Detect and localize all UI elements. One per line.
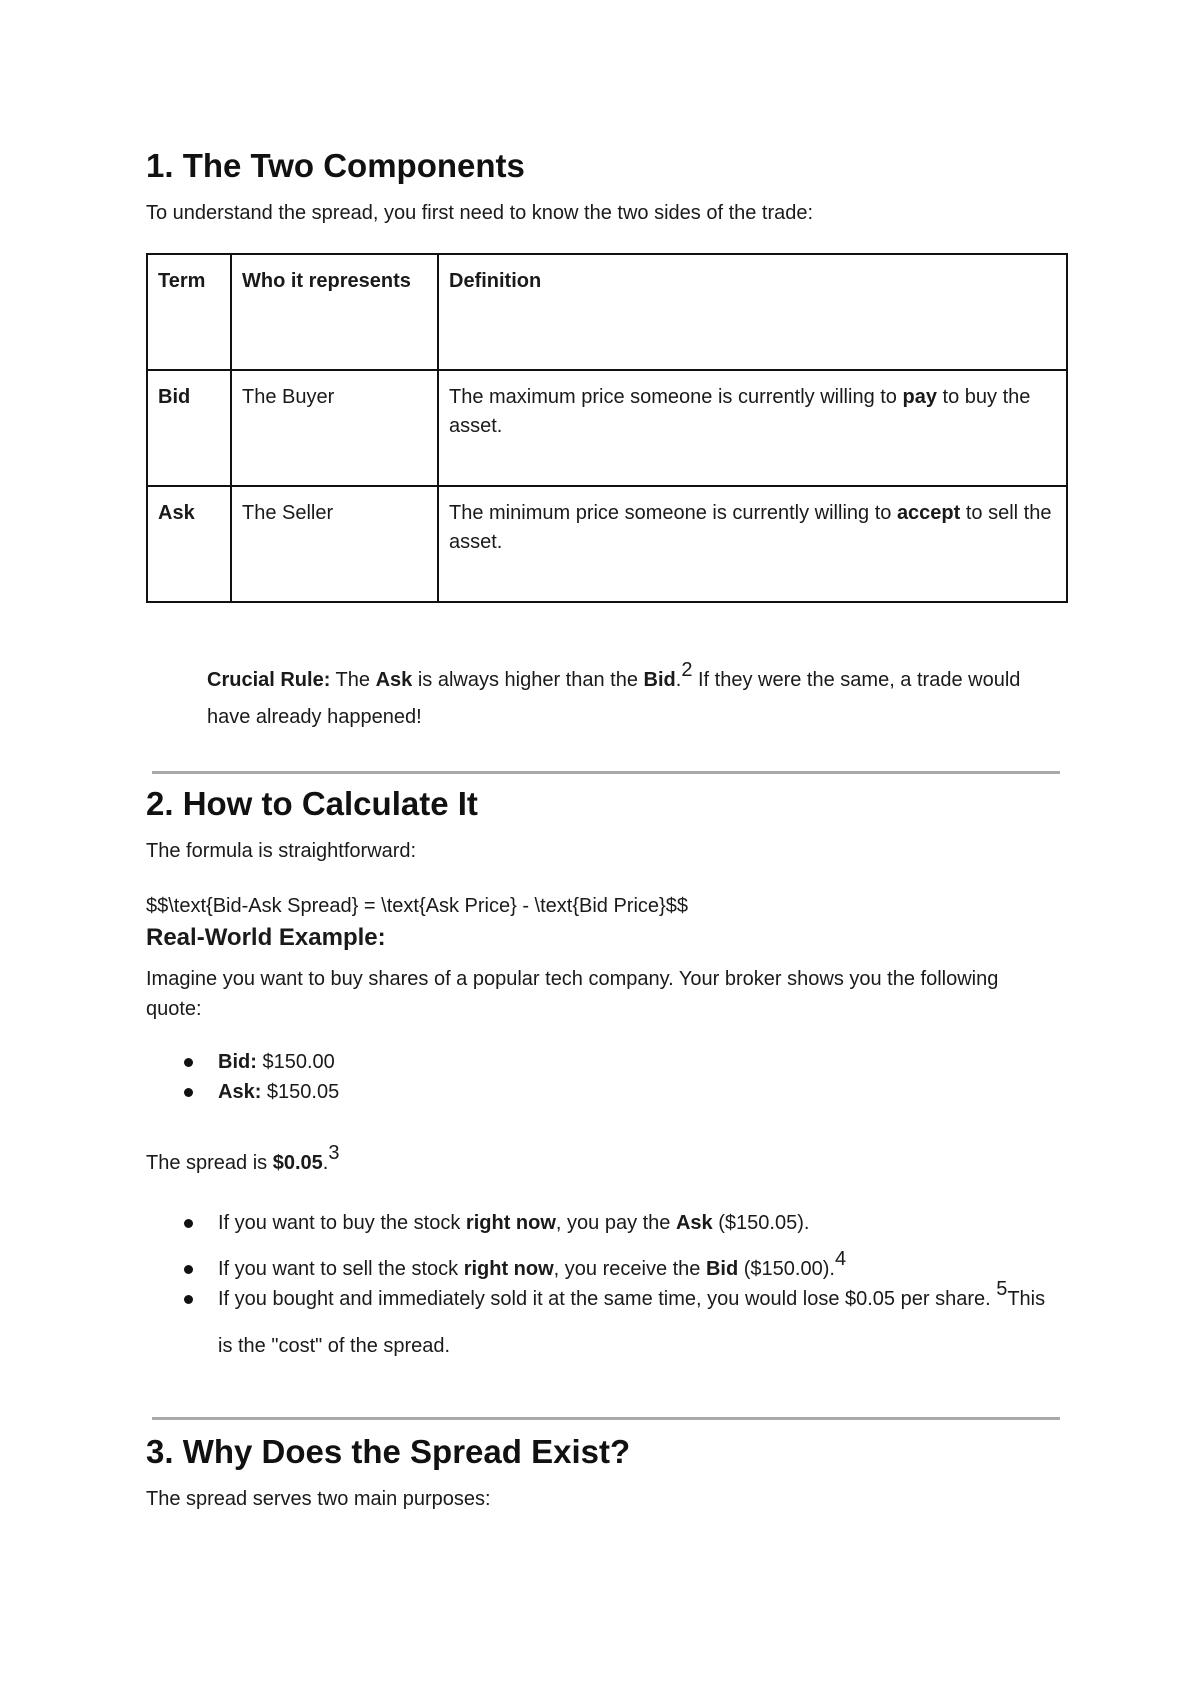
spread-result bbox=[146, 1142, 340, 1178]
rule-bold: Ask bbox=[375, 669, 413, 691]
example-heading: Real-World Example: bbox=[146, 924, 386, 951]
spread-value: $0.05 bbox=[272, 1152, 323, 1174]
table-header-who: Who it represents bbox=[231, 254, 438, 370]
point-text: ($150.00). bbox=[738, 1258, 835, 1280]
section-2-title: 2. How to Calculate It bbox=[146, 785, 478, 822]
list-item bbox=[146, 1077, 1046, 1107]
table-cell-term: Bid bbox=[147, 370, 231, 486]
def-text: The maximum price someone is currently willing to bbox=[449, 386, 903, 408]
spread-text: The spread is bbox=[146, 1152, 273, 1174]
point-bold: right now bbox=[465, 1212, 556, 1234]
rule-text: is always higher than the bbox=[412, 669, 644, 691]
table-row-bid bbox=[147, 370, 1067, 486]
quote-label: Ask: bbox=[218, 1081, 262, 1103]
def-bold: pay bbox=[902, 386, 937, 408]
bullet-icon bbox=[184, 1088, 193, 1097]
quote-label: Bid: bbox=[218, 1051, 257, 1073]
table-cell-definition bbox=[438, 370, 1067, 486]
table-cell-who: The Buyer bbox=[231, 370, 438, 486]
quote-value: $150.00 bbox=[256, 1051, 335, 1073]
def-bold: accept bbox=[896, 502, 961, 524]
terms-table bbox=[146, 253, 1068, 603]
rule-bold: Bid bbox=[643, 669, 676, 691]
section-divider bbox=[152, 1417, 1060, 1420]
section-divider bbox=[152, 771, 1060, 774]
section-3-intro: The spread serves two main purposes: bbox=[146, 1488, 491, 1510]
crucial-rule-note bbox=[207, 659, 1027, 736]
footnote-marker: 4 bbox=[834, 1248, 847, 1271]
point-text: , you pay the bbox=[555, 1212, 676, 1234]
table-cell-definition bbox=[438, 486, 1067, 602]
list-item bbox=[146, 1047, 1046, 1077]
point-bold: Bid bbox=[705, 1258, 739, 1280]
bullet-icon bbox=[184, 1295, 193, 1304]
footnote-marker: 2 bbox=[681, 659, 693, 682]
table-cell-who: The Seller bbox=[231, 486, 438, 602]
example-text: Imagine you want to buy shares of a popular tech company. Your broker shows you the following quote: bbox=[146, 968, 999, 1020]
rule-text: . bbox=[675, 669, 682, 691]
rule-text: If they were the same, a trade would have already happened! bbox=[207, 669, 1021, 728]
table-cell-term: Ask bbox=[147, 486, 231, 602]
spread-text: . bbox=[322, 1152, 329, 1174]
crucial-rule-label: Crucial Rule: bbox=[207, 669, 331, 691]
footnote-marker: 3 bbox=[328, 1142, 340, 1165]
point-text: ($150.05). bbox=[712, 1212, 810, 1234]
table-row-ask bbox=[147, 486, 1067, 602]
quote-value: $150.05 bbox=[261, 1081, 340, 1103]
point-text: If you bought and immediately sold it at the same time, you would lose $0.05 per share. bbox=[218, 1288, 997, 1310]
def-text: The minimum price someone is currently willing to bbox=[449, 502, 897, 524]
point-bold: right now bbox=[463, 1258, 554, 1280]
point-bold: Ask bbox=[675, 1212, 713, 1234]
list-item bbox=[146, 1276, 1046, 1370]
footnote-marker: 5 bbox=[996, 1278, 1008, 1301]
table-header-term: Term bbox=[147, 254, 231, 370]
bullet-icon bbox=[184, 1265, 193, 1274]
bullet-icon bbox=[184, 1219, 193, 1228]
point-text: , you receive the bbox=[553, 1258, 706, 1280]
list-item bbox=[146, 1208, 1046, 1238]
rule-text: The bbox=[330, 669, 376, 691]
table-header-definition: Definition bbox=[438, 254, 1067, 370]
points-list bbox=[146, 1208, 1046, 1370]
point-text: If you want to sell the stock bbox=[218, 1258, 464, 1280]
section-1-intro: To understand the spread, you first need to know the two sides of the trade: bbox=[146, 202, 814, 224]
bullet-icon bbox=[184, 1058, 193, 1067]
quote-list bbox=[146, 1047, 1046, 1107]
def-text: to sell the asset. bbox=[449, 502, 1052, 553]
section-2-intro: The formula is straightforward: bbox=[146, 840, 417, 862]
point-text: If you want to buy the stock bbox=[218, 1212, 466, 1234]
section-1-title: 1. The Two Components bbox=[146, 147, 525, 184]
formula-text: $$\text{Bid-Ask Spread} = \text{Ask Price} - \text{Bid Price}$$ bbox=[146, 895, 688, 917]
def-text: to buy the asset. bbox=[449, 386, 1031, 437]
table-header-row bbox=[147, 254, 1067, 370]
section-3-title: 3. Why Does the Spread Exist? bbox=[146, 1433, 631, 1470]
point-text: This is the "cost" of the spread. bbox=[218, 1288, 1046, 1357]
